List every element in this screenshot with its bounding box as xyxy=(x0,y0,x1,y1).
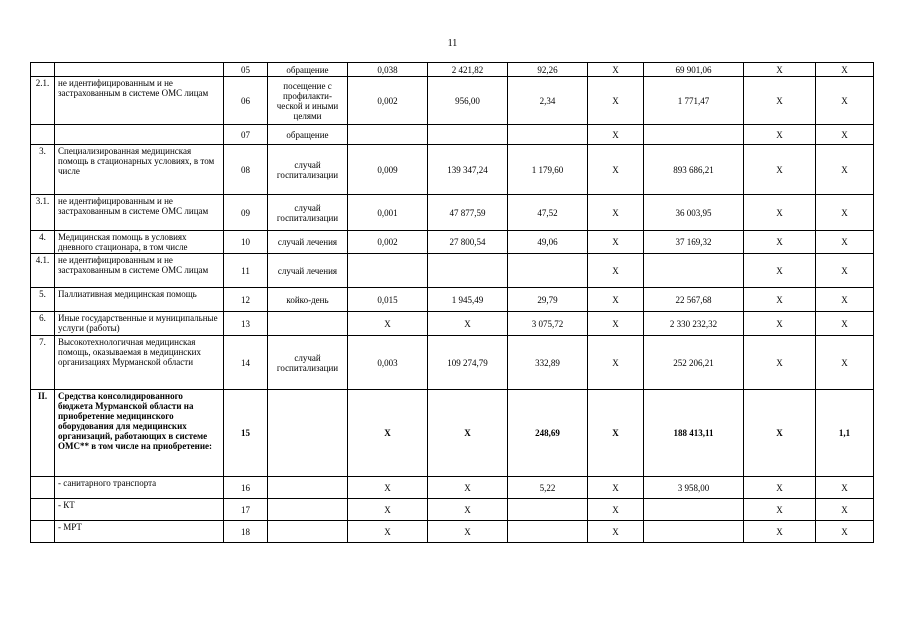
row-total: 1 771,47 xyxy=(644,77,744,125)
row-col-a: X xyxy=(588,288,644,312)
row-number xyxy=(31,499,55,521)
row-per-capita: 47,52 xyxy=(508,195,588,231)
row-cost: X xyxy=(428,390,508,477)
row-per-capita xyxy=(508,499,588,521)
table-row xyxy=(31,499,874,521)
row-total: 3 958,00 xyxy=(644,477,744,499)
row-col-c: X xyxy=(816,336,874,390)
row-col-c: X xyxy=(816,254,874,288)
row-per-capita: 1 179,60 xyxy=(508,145,588,195)
row-name xyxy=(55,125,224,145)
row-cost: 139 347,24 xyxy=(428,145,508,195)
row-norm: 0,038 xyxy=(348,63,428,77)
row-col-a: X xyxy=(588,390,644,477)
row-unit: случай лечения xyxy=(268,254,348,288)
row-code: 16 xyxy=(224,477,268,499)
row-norm: X xyxy=(348,312,428,336)
row-number: 6. xyxy=(31,312,55,336)
row-col-c: 1,1 xyxy=(816,390,874,477)
row-number: II. xyxy=(31,390,55,477)
row-total xyxy=(644,125,744,145)
row-per-capita: 2,34 xyxy=(508,77,588,125)
row-name: Паллиативная медицинская помощь xyxy=(55,288,224,312)
row-col-a: X xyxy=(588,499,644,521)
row-norm: 0,003 xyxy=(348,336,428,390)
row-col-a: X xyxy=(588,254,644,288)
row-code: 14 xyxy=(224,336,268,390)
row-col-c: X xyxy=(816,145,874,195)
row-cost xyxy=(428,254,508,288)
row-total: 893 686,21 xyxy=(644,145,744,195)
row-col-a: X xyxy=(588,63,644,77)
row-name: не идентифицированным и не застрахованным в системе ОМС лицам xyxy=(55,77,224,125)
row-number: 3.1. xyxy=(31,195,55,231)
row-per-capita: 248,69 xyxy=(508,390,588,477)
table-row xyxy=(31,312,874,336)
row-unit xyxy=(268,499,348,521)
row-per-capita: 29,79 xyxy=(508,288,588,312)
row-number xyxy=(31,477,55,499)
row-col-c: X xyxy=(816,231,874,254)
row-unit xyxy=(268,521,348,543)
row-code: 07 xyxy=(224,125,268,145)
row-unit: койко-день xyxy=(268,288,348,312)
row-number: 4. xyxy=(31,231,55,254)
row-col-b: X xyxy=(744,336,816,390)
row-col-a: X xyxy=(588,231,644,254)
row-unit: случай лечения xyxy=(268,231,348,254)
row-norm: 0,001 xyxy=(348,195,428,231)
row-code: 15 xyxy=(224,390,268,477)
row-per-capita: 49,06 xyxy=(508,231,588,254)
row-code: 09 xyxy=(224,195,268,231)
row-col-b: X xyxy=(744,145,816,195)
row-col-c: X xyxy=(816,77,874,125)
row-code: 10 xyxy=(224,231,268,254)
row-total xyxy=(644,254,744,288)
row-col-c: X xyxy=(816,63,874,77)
row-number xyxy=(31,521,55,543)
row-norm: X xyxy=(348,390,428,477)
table-row xyxy=(31,336,874,390)
row-col-c: X xyxy=(816,499,874,521)
row-col-b: X xyxy=(744,195,816,231)
table-row xyxy=(31,477,874,499)
row-col-c: X xyxy=(816,288,874,312)
row-per-capita: 5,22 xyxy=(508,477,588,499)
row-cost: 956,00 xyxy=(428,77,508,125)
row-per-capita xyxy=(508,254,588,288)
row-number: 2.1. xyxy=(31,77,55,125)
row-total: 188 413,11 xyxy=(644,390,744,477)
table-row xyxy=(31,195,874,231)
row-norm xyxy=(348,125,428,145)
row-number xyxy=(31,63,55,77)
row-col-b: X xyxy=(744,312,816,336)
row-cost: 1 945,49 xyxy=(428,288,508,312)
row-col-b: X xyxy=(744,63,816,77)
row-col-c: X xyxy=(816,195,874,231)
row-total: 69 901,06 xyxy=(644,63,744,77)
row-name: не идентифицированным и не застрахованным в системе ОМС лицам xyxy=(55,195,224,231)
row-unit: случай госпитализации xyxy=(268,145,348,195)
row-name: Медицинская помощь в условиях дневного стационара, в том числе xyxy=(55,231,224,254)
row-code: 12 xyxy=(224,288,268,312)
row-unit: обращение xyxy=(268,125,348,145)
row-cost: X xyxy=(428,312,508,336)
row-code: 06 xyxy=(224,77,268,125)
table-row xyxy=(31,521,874,543)
table-row xyxy=(31,254,874,288)
row-norm: 0,002 xyxy=(348,77,428,125)
row-code: 13 xyxy=(224,312,268,336)
table-row xyxy=(31,125,874,145)
row-per-capita: 92,26 xyxy=(508,63,588,77)
row-number: 5. xyxy=(31,288,55,312)
row-norm: X xyxy=(348,477,428,499)
row-total: 36 003,95 xyxy=(644,195,744,231)
budget-table xyxy=(30,62,874,543)
row-number: 4.1. xyxy=(31,254,55,288)
row-code: 17 xyxy=(224,499,268,521)
row-total: 22 567,68 xyxy=(644,288,744,312)
row-col-b: X xyxy=(744,254,816,288)
row-name: Иные государственные и муниципальные услуги (работы) xyxy=(55,312,224,336)
row-total xyxy=(644,499,744,521)
row-col-a: X xyxy=(588,195,644,231)
row-col-b: X xyxy=(744,288,816,312)
table-row xyxy=(31,77,874,125)
row-norm: 0,002 xyxy=(348,231,428,254)
row-col-a: X xyxy=(588,145,644,195)
row-col-a: X xyxy=(588,477,644,499)
row-col-b: X xyxy=(744,499,816,521)
row-norm: 0,015 xyxy=(348,288,428,312)
row-col-b: X xyxy=(744,77,816,125)
row-cost: 2 421,82 xyxy=(428,63,508,77)
row-name: - санитарного транспорта xyxy=(55,477,224,499)
row-norm: X xyxy=(348,521,428,543)
table-row xyxy=(31,231,874,254)
row-col-b: X xyxy=(744,231,816,254)
row-number xyxy=(31,125,55,145)
row-unit: случай госпитализации xyxy=(268,336,348,390)
row-col-a: X xyxy=(588,77,644,125)
row-code: 08 xyxy=(224,145,268,195)
row-number: 3. xyxy=(31,145,55,195)
row-per-capita xyxy=(508,125,588,145)
table-row xyxy=(31,63,874,77)
row-number: 7. xyxy=(31,336,55,390)
row-col-b: X xyxy=(744,390,816,477)
row-unit xyxy=(268,477,348,499)
row-unit: посещение с профилакти-ческой и иными целями xyxy=(268,77,348,125)
row-name: Специализированная медицинская помощь в стационарных условиях, в том числе xyxy=(55,145,224,195)
row-cost: 27 800,54 xyxy=(428,231,508,254)
row-cost: X xyxy=(428,477,508,499)
table-row xyxy=(31,288,874,312)
row-cost: X xyxy=(428,521,508,543)
row-unit xyxy=(268,390,348,477)
row-code: 18 xyxy=(224,521,268,543)
row-unit xyxy=(268,312,348,336)
row-col-c: X xyxy=(816,312,874,336)
row-col-a: X xyxy=(588,336,644,390)
row-total: 2 330 232,32 xyxy=(644,312,744,336)
row-col-b: X xyxy=(744,125,816,145)
row-total: 252 206,21 xyxy=(644,336,744,390)
row-col-b: X xyxy=(744,477,816,499)
row-cost: 109 274,79 xyxy=(428,336,508,390)
row-norm: X xyxy=(348,499,428,521)
row-col-c: X xyxy=(816,477,874,499)
row-name: Средства консолидированного бюджета Мурманской области на приобретение медицинского оборудования для медицинских организаций, работающих в системе ОМС** в том числе на приобретение: xyxy=(55,390,224,477)
row-unit: случай госпитализации xyxy=(268,195,348,231)
row-col-c: X xyxy=(816,125,874,145)
row-cost: 47 877,59 xyxy=(428,195,508,231)
row-name: Высокотехнологичная медицинская помощь, оказываемая в медицинских организациях Мурманской области xyxy=(55,336,224,390)
row-col-b: X xyxy=(744,521,816,543)
row-per-capita: 3 075,72 xyxy=(508,312,588,336)
row-name: не идентифицированным и не застрахованным в системе ОМС лицам xyxy=(55,254,224,288)
row-col-a: X xyxy=(588,521,644,543)
row-col-a: X xyxy=(588,312,644,336)
row-name: - МРТ xyxy=(55,521,224,543)
row-col-c: X xyxy=(816,521,874,543)
table-row xyxy=(31,390,874,477)
row-total xyxy=(644,521,744,543)
row-norm xyxy=(348,254,428,288)
row-cost: X xyxy=(428,499,508,521)
row-total: 37 169,32 xyxy=(644,231,744,254)
row-name: - КТ xyxy=(55,499,224,521)
row-col-a: X xyxy=(588,125,644,145)
row-norm: 0,009 xyxy=(348,145,428,195)
row-code: 05 xyxy=(224,63,268,77)
row-cost xyxy=(428,125,508,145)
row-unit: обращение xyxy=(268,63,348,77)
row-per-capita xyxy=(508,521,588,543)
row-per-capita: 332,89 xyxy=(508,336,588,390)
table-row xyxy=(31,145,874,195)
row-name xyxy=(55,63,224,77)
row-code: 11 xyxy=(224,254,268,288)
page-number: 11 xyxy=(447,38,458,49)
